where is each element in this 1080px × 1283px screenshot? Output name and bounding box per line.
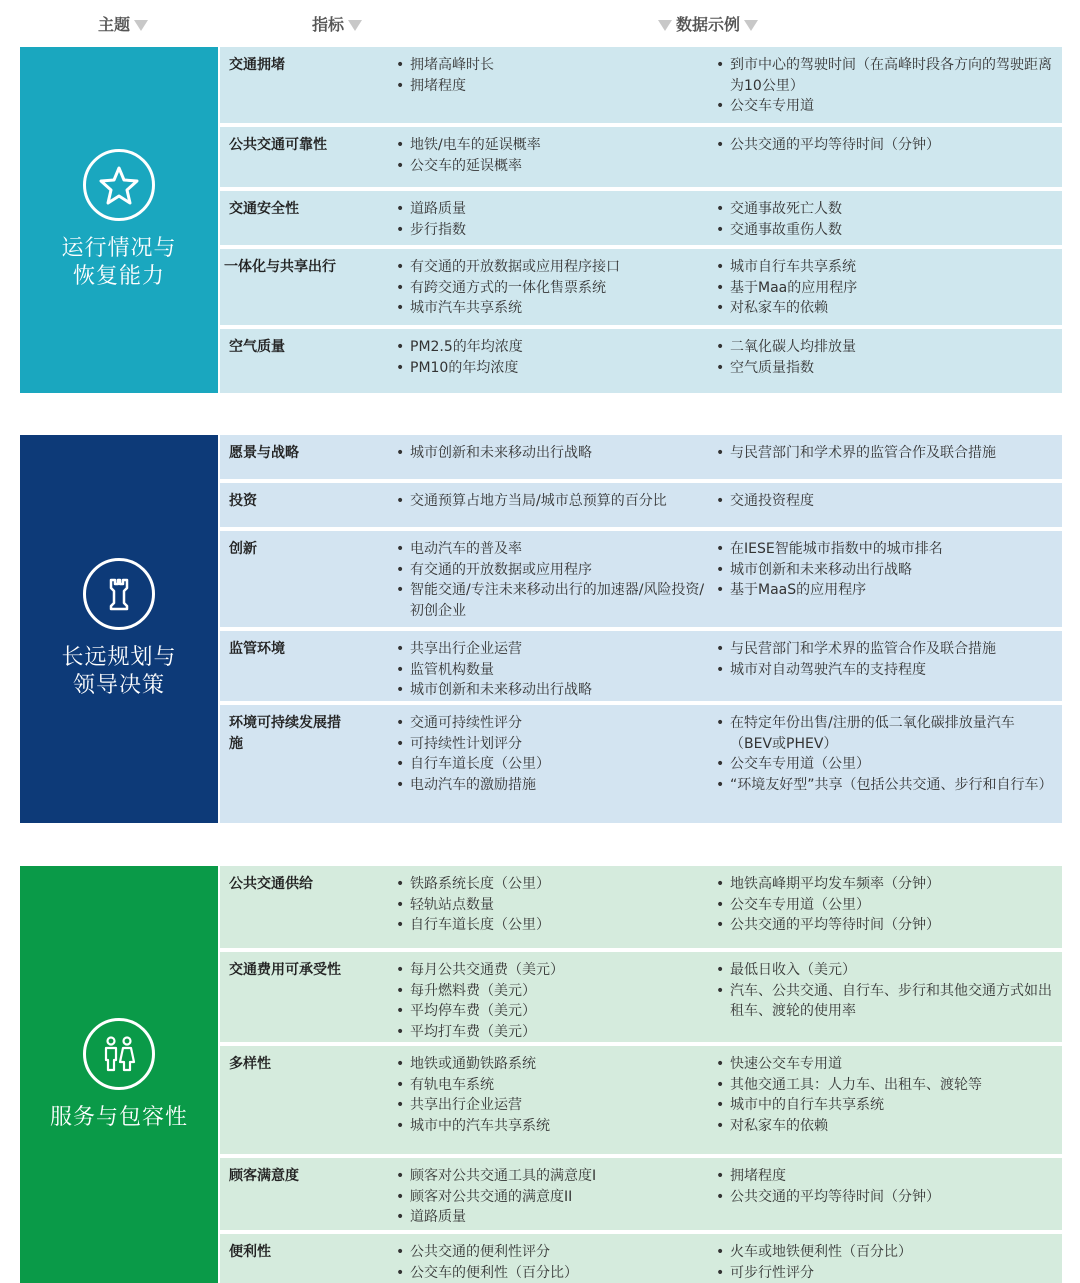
table-row: 一体化与共享出行 • 有交通的开放数据或应用程序接口 • 有跨交通方式的一体化售票系统 • 城市汽车共享系统 • 城市自行车共享系统 • 基于Maa的应用程序 • 对私家车的依赖 (220, 249, 1062, 325)
table-row: 愿景与战略 • 城市创新和未来移动出行战略 • 与民营部门和学术界的监管合作及联合措施 (220, 435, 1062, 479)
list-item: • 交通预算占地方当局/城市总预算的百分比 (396, 491, 706, 512)
list-item: • 自行车道长度（公里） (396, 915, 706, 936)
sort-down-icon (134, 20, 148, 31)
table-header (0, 0, 1080, 46)
list-item: • 电动汽车的激励措施 (396, 775, 706, 796)
list-item: • 共享出行企业运营 (396, 1095, 706, 1116)
header-theme[interactable]: 主题 (98, 12, 152, 35)
list-item: • 公共交通的便利性评分 (396, 1242, 706, 1263)
list-item: • 自行车道长度（公里） (396, 754, 706, 775)
list-item: • 汽车、公共交通、自行车、步行和其他交通方式如出租车、渡轮的使用率 (716, 981, 1056, 1022)
list-item: • 有轨电车系统 (396, 1075, 706, 1096)
list-item: • 基于MaaS的应用程序 (716, 580, 1056, 601)
list-item: • 地铁或通勤铁路系统 (396, 1054, 706, 1075)
list-item: • 可持续性计划评分 (396, 734, 706, 755)
table-row: 交通费用可承受性 • 每月公共交通费（美元） • 每升燃料费（美元） • 平均停车费（美元） • 平均打车费（美元） • 最低日收入（美元） • 汽车、公共交通、自行车、步行和其他交通方式如出租车、渡轮的使用率 (220, 952, 1062, 1042)
list-item: • 城市创新和未来移动出行战略 (396, 443, 706, 464)
table-row: 便利性 • 公共交通的便利性评分 • 公交车的便利性（百分比） • 火车或地铁便利性（百分比） • 可步行性评分 (220, 1234, 1062, 1283)
section-rows (220, 435, 1062, 823)
list-item: • 城市创新和未来移动出行战略 (716, 560, 1056, 581)
list-item: • 地铁高峰期平均发车频率（分钟） (716, 874, 1056, 895)
list-item: • 城市中的自行车共享系统 (716, 1095, 1056, 1116)
list-item: • 公交车专用道（公里） (716, 754, 1056, 775)
list-item: • 空气质量指数 (716, 358, 1056, 379)
list-item: • 其他交通工具：人力车、出租车、渡轮等 (716, 1075, 1056, 1096)
list-item: • 与民营部门和学术界的监管合作及联合措施 (716, 443, 1056, 464)
list-item: • 公共交通的平均等待时间（分钟） (716, 135, 1056, 156)
theme-title: 长远规划与 领导决策 (61, 645, 177, 698)
table-row: 创新 • 电动汽车的普及率 • 有交通的开放数据或应用程序 • 智能交通/专注未来移动出行的加速器/风险投资/初创企业 • 在IESE智能城市指数中的城市排名 • 城市创新和未来移动出行战略 • 基于MaaS的应用程序 (220, 531, 1062, 627)
list-item: • 轻轨站点数量 (396, 895, 706, 916)
list-item: • 与民营部门和学术界的监管合作及联合措施 (716, 639, 1056, 660)
list-item: • 可步行性评分 (716, 1263, 1056, 1283)
list-item: • 智能交通/专注未来移动出行的加速器/风险投资/初创企业 (396, 580, 706, 621)
list-item: • 每月公共交通费（美元） (396, 960, 706, 981)
list-item: • 有交通的开放数据或应用程序 (396, 560, 706, 581)
list-item: • 公共交通的平均等待时间（分钟） (716, 1187, 1056, 1208)
list-item: • 顾客对公共交通的满意度II (396, 1187, 706, 1208)
list-item: • 公交车的延误概率 (396, 156, 706, 177)
list-item: • “环境友好型”共享（包括公共交通、步行和自行车） (716, 775, 1056, 796)
list-item: • 交通事故死亡人数 (716, 199, 1056, 220)
sort-down-icon (744, 20, 758, 31)
list-item: • 公交车的便利性（百分比） (396, 1263, 706, 1283)
section-planning (20, 435, 1062, 823)
list-item: • 城市中的汽车共享系统 (396, 1116, 706, 1137)
list-item: • 拥堵程度 (396, 76, 706, 97)
list-item: • 步行指数 (396, 220, 706, 241)
table-row: 公共交通供给 • 铁路系统长度（公里） • 轻轨站点数量 • 自行车道长度（公里） • 地铁高峰期平均发车频率（分钟） • 公交车专用道（公里） • 公共交通的平均等待时间（分钟） (220, 866, 1062, 948)
list-item: • 对私家车的依赖 (716, 298, 1056, 319)
theme-panel (20, 866, 218, 1283)
table-row: 投资 • 交通预算占地方当局/城市总预算的百分比 • 交通投资程度 (220, 483, 1062, 527)
table-row: 顾客满意度 • 顾客对公共交通工具的满意度I • 顾客对公共交通的满意度II • 道路质量 • 拥堵程度 • 公共交通的平均等待时间（分钟） (220, 1158, 1062, 1230)
list-item: • 公共交通的平均等待时间（分钟） (716, 915, 1056, 936)
list-item: • 每升燃料费（美元） (396, 981, 706, 1002)
list-item: • 铁路系统长度（公里） (396, 874, 706, 895)
table-row: 监管环境 • 共享出行企业运营 • 监管机构数量 • 城市创新和未来移动出行战略 • 与民营部门和学术界的监管合作及联合措施 • 城市对自动驾驶汽车的支持程度 (220, 631, 1062, 701)
section-rows (220, 866, 1062, 1283)
list-item: • 有跨交通方式的一体化售票系统 (396, 278, 706, 299)
list-item: • 在IESE智能城市指数中的城市排名 (716, 539, 1056, 560)
list-item: • 道路质量 (396, 1207, 706, 1228)
list-item: • 城市汽车共享系统 (396, 298, 706, 319)
list-item: • PM2.5的年均浓度 (396, 337, 706, 358)
sort-down-icon (658, 20, 672, 31)
sort-down-icon (348, 20, 362, 31)
theme-panel (20, 47, 218, 393)
table-row: 环境可持续发展措施 • 交通可持续性评分 • 可持续性计划评分 • 自行车道长度（公里） • 电动汽车的激励措施 • 在特定年份出售/注册的低二氧化碳排放量汽车（BEV或PHEV） • 公交车专用道（公里） • “环境友好型”共享（包括公共交通、步行和自行车） (220, 705, 1062, 823)
list-item: • PM10的年均浓度 (396, 358, 706, 379)
list-item: • 交通可持续性评分 (396, 713, 706, 734)
star-icon (83, 149, 155, 221)
list-item: • 到市中心的驾驶时间（在高峰时段各方向的驾驶距离为10公里） (716, 55, 1056, 96)
list-item: • 平均打车费（美元） (396, 1022, 706, 1043)
list-item: • 共享出行企业运营 (396, 639, 706, 660)
people-icon (83, 1018, 155, 1090)
table-row: 多样性 • 地铁或通勤铁路系统 • 有轨电车系统 • 共享出行企业运营 • 城市中的汽车共享系统 • 快速公交车专用道 • 其他交通工具：人力车、出租车、渡轮等 • 城市中的自行车共享系统 • 对私家车的依赖 (220, 1046, 1062, 1154)
list-item: • 公交车专用道 (716, 96, 1056, 117)
list-item: • 交通投资程度 (716, 491, 1056, 512)
theme-title: 运行情况与 恢复能力 (61, 236, 177, 289)
list-item: • 快速公交车专用道 (716, 1054, 1056, 1075)
section-rows (220, 47, 1062, 393)
list-item: • 城市创新和未来移动出行战略 (396, 680, 706, 701)
list-item: • 城市自行车共享系统 (716, 257, 1056, 278)
theme-panel (20, 435, 218, 823)
table-row: 交通拥堵 • 拥堵高峰时长 • 拥堵程度 • 到市中心的驾驶时间（在高峰时段各方向的驾驶距离为10公里） • 公交车专用道 (220, 47, 1062, 123)
list-item: • 交通事故重伤人数 (716, 220, 1056, 241)
table-row: 空气质量 • PM2.5的年均浓度 • PM10的年均浓度 • 二氧化碳人均排放量 • 空气质量指数 (220, 329, 1062, 393)
chess-rook-icon (83, 558, 155, 630)
list-item: • 顾客对公共交通工具的满意度I (396, 1166, 706, 1187)
list-item: • 城市对自动驾驶汽车的支持程度 (716, 660, 1056, 681)
section-service (20, 866, 1062, 1283)
list-item: • 有交通的开放数据或应用程序接口 (396, 257, 706, 278)
list-item: • 公交车专用道（公里） (716, 895, 1056, 916)
list-item: • 火车或地铁便利性（百分比） (716, 1242, 1056, 1263)
header-indicator[interactable]: 指标 (312, 12, 366, 35)
list-item: • 基于Maa的应用程序 (716, 278, 1056, 299)
list-item: • 道路质量 (396, 199, 706, 220)
theme-title: 服务与包容性 (49, 1104, 188, 1130)
list-item: • 对私家车的依赖 (716, 1116, 1056, 1137)
list-item: • 拥堵程度 (716, 1166, 1056, 1187)
list-item: • 平均停车费（美元） (396, 1001, 706, 1022)
list-item: • 在特定年份出售/注册的低二氧化碳排放量汽车（BEV或PHEV） (716, 713, 1056, 754)
list-item: • 拥堵高峰时长 (396, 55, 706, 76)
header-examples[interactable]: 数据示例 (654, 12, 762, 35)
table-row: 公共交通可靠性 • 地铁/电车的延误概率 • 公交车的延误概率 • 公共交通的平均等待时间（分钟） (220, 127, 1062, 187)
table-row: 交通安全性 • 道路质量 • 步行指数 • 交通事故死亡人数 • 交通事故重伤人数 (220, 191, 1062, 245)
list-item: • 二氧化碳人均排放量 (716, 337, 1056, 358)
list-item: • 最低日收入（美元） (716, 960, 1056, 981)
list-item: • 监管机构数量 (396, 660, 706, 681)
list-item: • 地铁/电车的延误概率 (396, 135, 706, 156)
list-item: • 电动汽车的普及率 (396, 539, 706, 560)
section-operations (20, 47, 1062, 393)
